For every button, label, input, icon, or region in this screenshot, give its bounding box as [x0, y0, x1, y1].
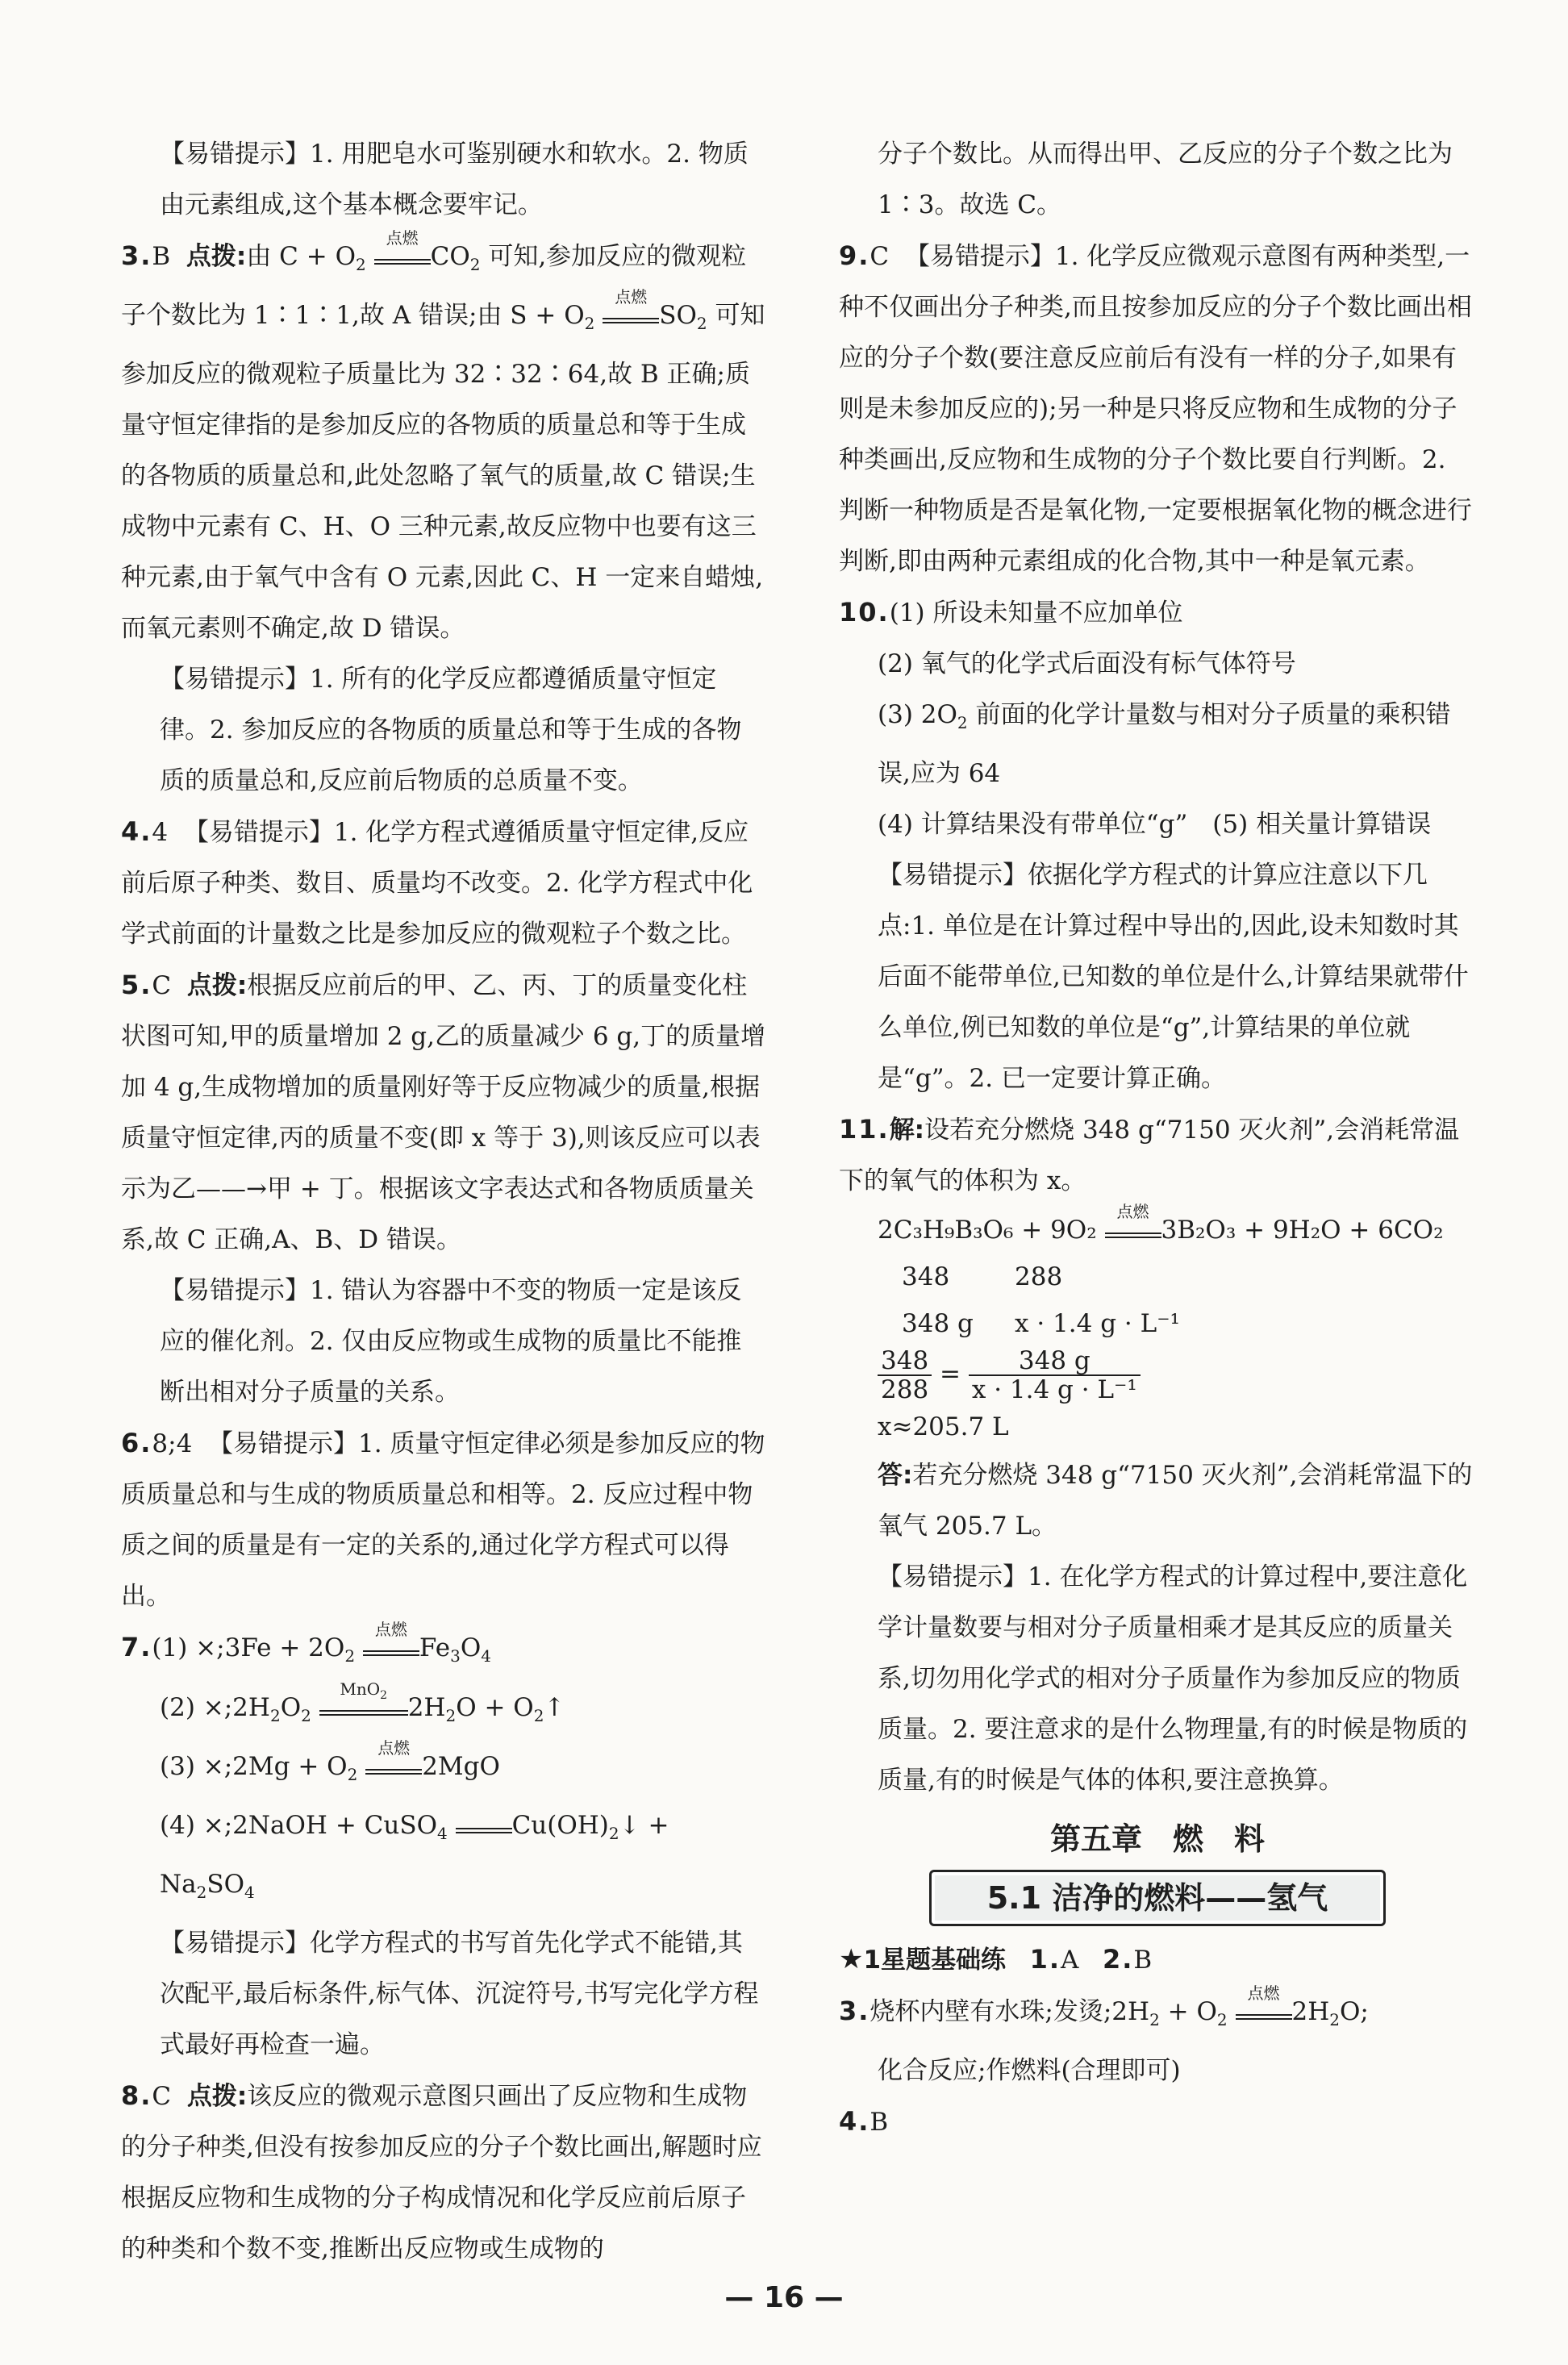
basic-question-4: 4.B [839, 2106, 889, 2138]
section-title: 5.1 洁净的燃料——氢气 [929, 1870, 1386, 1926]
chemical-equation: 2C₃H₉B₃O₆ + 9O₂ 点燃 3B₂O₃ + 9H₂O + 6CO₂ [878, 1202, 1444, 1245]
reaction-arrow: 点燃 [1105, 1220, 1161, 1238]
question-10: 10.(1) 所设未知量不应加单位 (2) 氧气的化学式后面没有标气体符号 (3) $2O_2$ 前面的化学计量数与相对分子质量的乘积错误,应为 64 (4) 计算结果没有带单位“g” (5) 相关量计算错误 [839, 597, 1451, 840]
reaction-arrow: 点燃 [365, 1756, 422, 1775]
reaction-arrow: MnO$_2$ [319, 1697, 408, 1716]
star-icon: ★ [839, 1943, 864, 1976]
tip-7: 【易错提示】化学方程式的书写首先化学式不能错,其次配平,最后标条件,标气体、沉淀符号,书写完化学方程式最好再检查一遍。 [160, 1929, 759, 2060]
reaction-arrow: 点燃 [1236, 2001, 1292, 2020]
question-11: 11.解:设若充分燃烧 348 g“7150 灭火剂”,会消耗常温下的氧气的体积为 x。 2C₃H₉B₃O₆ + 9O₂ 点燃 3B₂O₃ + 9H₂O + 6CO₂ 348 288 348 g x · 1.4 g · L⁻¹ $\frac{348}{288}$ = $\frac{348 g}{\text{x · 1.4 g · L⁻¹}}$ x≈205.7 L 答:若充分燃烧 348 g“7150 灭火剂”,会消耗常温下的氧气 205.7 L。 [839, 1104, 1476, 1552]
question-8: 8.C 点拨:该反应的微观示意图只画出了反应物和生成物的分子种类,但没有按参加反应的分子个数比画出,解题时应根据反应物和生成物的分子构成情况和化学反应前后原子的种类和个数不变,推断出反应物或生成物的 [121, 2080, 762, 2264]
reaction-arrow: 点燃 [603, 305, 659, 323]
result: x≈205.7 L [878, 1412, 1009, 1442]
question-5: 5.C 点拨:根据反应前后的甲、乙、丙、丁的质量变化柱状图可知,甲的质量增加 2 g,乙的质量减少 6 g,丁的质量增加 4 g,生成物增加的质量刚好等于反应物减少的质量,根据质量守恒定律,丙的质量不变(即 x 等于 3),则该反应可以表示为乙——→甲 + 丁。根据该文字表达式和各物质质量关系,故 C 正确,A、B、D 错误。 [121, 970, 766, 1255]
tip-3: 【易错提示】1. 所有的化学反应都遵循质量守恒定律。2. 参加反应的各物质的质量总和等于生成的各物质的质量总和,反应前后物质的总质量不变。 [160, 665, 742, 796]
reaction-arrow [456, 1815, 512, 1833]
chapter-title: 第五章 燃 料 [1049, 1821, 1265, 1858]
basic-practice: ★1星题基础练 1.A 2.B [839, 1943, 1153, 1976]
calculation: 2C₃H₉B₃O₆ + 9O₂ 点燃 3B₂O₃ + 9H₂O + 6CO₂ 348 288 348 g x · 1.4 g · L⁻¹ $\frac{348}{288}$ = $\frac{348 g}{\text{x · 1.4 g · L⁻¹}}$ x≈205.7 L [839, 1207, 1476, 1450]
page-number: — 16 — [724, 2281, 844, 2314]
question-9: 9.C 【易错提示】1. 化学反应微观示意图有两种类型,一种不仅画出分子种类,而且按参加反应的分子个数比画出相应的分子个数(要注意反应前后有没有一样的分子,如果有则是未参加反应的);另一种是只将反应物和生成物的分子种类画出,反应物和生成物的分子个数比要自行判断。2. 判断一种物质是否是氧化物,一定要根据氧化物的概念进行判断,即由两种元素组成的化合物,其中一种是氧元素。 [839, 240, 1472, 576]
left-column [121, 129, 766, 2275]
question-3: 3.B 点拨:由 $C + O_2$ 点燃 $CO_2$ 可知,参加反应的微观粒子个数比为 1∶1∶1,故 A 错误;由 $S + O_2$ 点燃 $SO_2$ 可知参加反应的微观粒子质量比为 32∶32∶64,故 B 正确;质量守恒定律指的是参加反应的各物质的质量总和等于生成的各物质的质量总和,此处忽略了氧气的质量,故 C 错误;生成物中元素有 C、H、O 三种元素,故反应物中也要有这三种元素,由于氧气中含有 O 元素,因此 C、H 一定来自蜡烛,而氧元素则不确定,故 D 错误。 [121, 228, 765, 644]
question-7: 7.(1) ×;3Fe + $2O_2$ 点燃 $Fe_3O_4$ $(2) \times;2H_2O_2$ MnO$_2$ $2H_2O$ + $O_2↑$ (3) ×;2Mg + $O_2$ 点燃 2MgO (4) ×;2NaOH + CuSO$_4$ $Cu(OH)_2↓ + Na_2SO_4$ [121, 1620, 669, 1903]
right-column [839, 129, 1476, 2148]
tip-5: 【易错提示】1. 错认为容器中不变的物质一定是该反应的催化剂。2. 仅由反应物或生成物的质量比不能推断出相对分子质量的关系。 [160, 1276, 742, 1408]
tip-11: 【易错提示】1. 在化学方程式的计算过程中,要注意化学计量数要与相对分子质量相乘才是其反应的质量关系,切勿用化学式的相对分子质量作为参加反应的物质质量。2. 要注意求的是什么物理量,有的时候是物质的质量,有的时候是气体的体积,要注意换算。 [878, 1562, 1468, 1796]
reaction-arrow: 点燃 [363, 1637, 419, 1656]
basic-question-3: 3.烧杯内壁有水珠;发烫$;2H_2 + O_2$ 点燃 $2H_2O$; [839, 1983, 1369, 2030]
question-4: 4.4 【易错提示】1. 化学方程式遵循质量守恒定律,反应前后原子种类、数目、质量均不改变。2. 化学方程式中化学式前面的计量数之比是参加反应的微观粒子个数之比。 [121, 816, 753, 949]
question-8-continued: 分子个数比。从而得出甲、乙反应的分子个数之比为 1∶3。故选 C。 [878, 140, 1453, 219]
proportion: $\frac{348}{288}$ = $\frac{348 g}{\text{x · 1.4 g · L⁻¹}}$ [878, 1347, 1476, 1404]
basic-question-3-line2: 化合反应;作燃料(合理即可) [878, 2056, 1181, 2086]
tip-1: 【易错提示】1. 用肥皂水可鉴别硬水和软水。2. 物质由元素组成,这个基本概念要牢记。 [160, 140, 749, 219]
reaction-arrow: 点燃 [374, 246, 431, 265]
tip-10: 【易错提示】依据化学方程式的计算应注意以下几点:1. 单位是在计算过程中导出的,因此,设未知数时其后面不能带单位,已知数的单位是什么,计算结果就带什么单位,例已知数的单位是“g”,计算结果的单位就是“g”。2. 已一定要计算正确。 [878, 861, 1469, 1094]
question-6: 6.8;4 【易错提示】1. 质量守恒定律必须是参加反应的物质质量总和与生成的物质质量总和相等。2. 反应过程中物质之间的质量是有一定的关系的,通过化学方程式可以得出。 [121, 1428, 765, 1612]
